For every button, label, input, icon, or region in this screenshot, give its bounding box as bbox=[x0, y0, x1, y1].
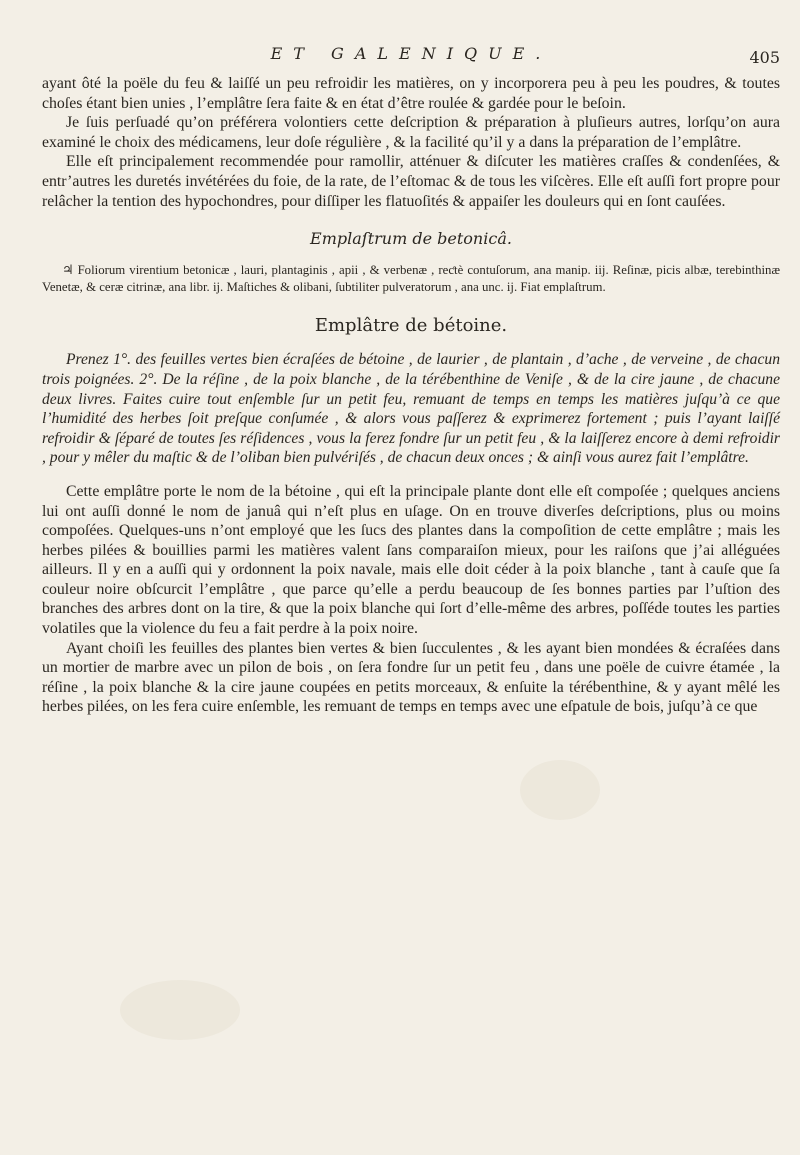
paragraph: Je ſuis perſuadé qu’on préférera volontiers cette deſcription & préparation à pluſieurs autres, lorſqu’on aura examiné le choix des médicamens, leur doſe régulière , & la facilité qu’il y a dans la préparation de l’emplâtre. bbox=[42, 114, 780, 151]
paragraph: Elle eſt principalement recommendée pour ramollir, atténuer & diſcuter les matières craſſes & condenſées, & entr’autres les duretés invétérées du foie, de la rate, de l’eſtomac & de tous les viſcères. Elle eſt auſſi fort propre pour relâcher la tention des hypochondres, pour diſſiper les flatuoſités & appaiſer les douleurs qui en ſont cauſées. bbox=[42, 153, 780, 210]
french-recipe-title: Emplâtre de bétoine. bbox=[314, 315, 508, 337]
book-page bbox=[42, 40, 780, 717]
french-recipe: Prenez 1°. des feuilles vertes bien écraſées de bétoine , de laurier , de plantain , d’ache , de verveine , de chacun trois poignées. 2°. De la réſine , de la poix blanche , de la térébenthine de Veniſe , & de la cire jaune , de chacune deux livres. Faites cuire tout enſemble ſur un petit feu, remuant de temps en temps les matières juſqu’à ce que l’humidité des herbes ſoit preſque conſumée , & alors vous paſſerez & exprimerez fortement ; puis l’ayant laiſſé refroidir & ſéparé de toutes ſes réſidences , vous la ferez fondre ſur un petit feu , & la laiſſerez encore à demi refroidir , pour y mêler du maſtic & de l’oliban bien pulvériſés , de chacun deux onces ; & ainſi vous aurez fait l’emplâtre. bbox=[42, 351, 780, 467]
page-number: 405 bbox=[749, 48, 780, 67]
running-head: ET GALENIQUE. bbox=[270, 44, 552, 63]
latin-recipe: ♃ Foliorum virentium betonicæ , lauri, plantaginis , apii , & verbenæ , reƈtè contuſorum, ana manip. iij. Reſinæ, picis albæ, terebinthinæ Venetæ, & ceræ citrinæ, ana libr. ij. Maſtiches & olibani, ſubtiliter pulveratorum , ana unc. ij. Fiat emplaſtrum. bbox=[42, 263, 780, 294]
latin-recipe-title: Emplaſtrum de betonicâ. bbox=[310, 229, 512, 249]
paper-stain bbox=[520, 760, 600, 820]
paragraph: Ayant choiſi les feuilles des plantes bien vertes & bien ſucculentes , & les ayant bien mondées & écraſées dans un mortier de marbre avec un pilon de bois , on ſera fondre ſur un petit feu , dans une poële de cuivre étamée , la réſine , la poix blanche & la cire jaune coupées en petits morceaux, & enſuite la térébenthine, & y ayant mêlé les herbes pilées, on les fera cuire enſemble, les remuant de temps en temps avec une eſpatule de bois, juſqu’à ce que bbox=[42, 639, 780, 716]
page-header bbox=[42, 40, 780, 74]
paper-stain bbox=[120, 980, 240, 1040]
paragraph: Cette emplâtre porte le nom de la bétoine , qui eſt la principale plante dont elle eſt compoſée ; quelques anciens lui ont auſſi donné le nom de januâ qui n’eſt plus en uſage. On en trouve diverſes deſcriptions, plus ou moins compoſées. Quelques-uns n’ont employé que les ſucs des plantes dans la compoſition de cette emplâtre ; mais les herbes pilées & bouillies parmi les matières valent ſans comparaiſon mieux, pour les raiſons que j’ai alléguées ailleurs. Il y en a auſſi qui y ordonnent la poix navale, mais elle doit céder à la poix blanche , tant à cauſe que ſa couleur noire obſcurcit l’emplâtre , que parce qu’elle a perdu beaucoup de ſes bonnes parties par l’uſtion des branches des arbres dont on la tire, & que la poix blanche qui ſort d’elle-même des arbres, poſſéde toutes les parties volatiles que la violence du feu a fait perdre à la poix noire. bbox=[42, 482, 780, 638]
paragraph: ayant ôté la poële du feu & laiſſé un peu refroidir les matières, on y incorporera peu à peu les poudres, & toutes choſes étant bien unies , l’emplâtre ſera faite & en état d’être roulée & gardée pour le beſoin. bbox=[42, 75, 780, 112]
